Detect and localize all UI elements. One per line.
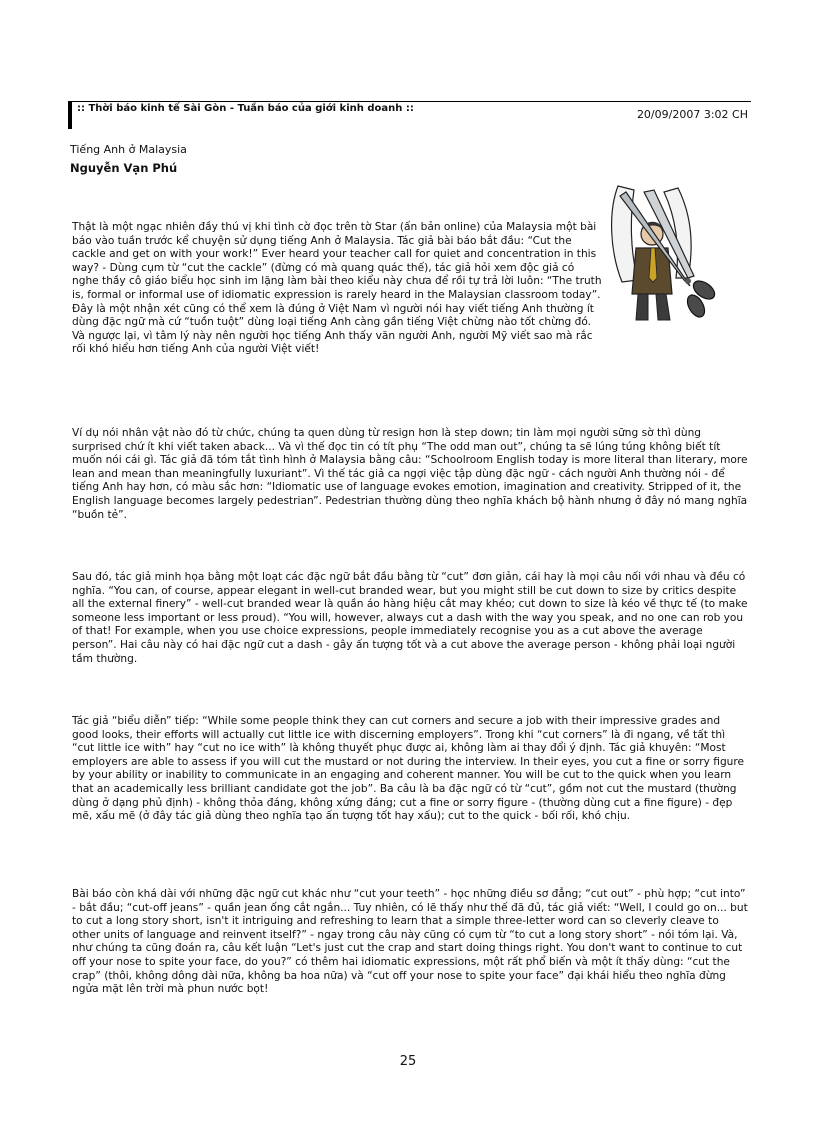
article-author: Nguyễn Vạn Phú: [70, 161, 178, 175]
article-paragraph: Ví dụ nói nhân vật nào đó từ chức, chúng ta quen dùng từ resign hơn là step down; tin làm mọi người sững sờ thì dùng surprised chứ ít khi viết taken aback... Và vì thế đọc tin có tít phụ “The odd man out”, chúng ta sẽ lúng túng không biết tít muốn nói cái gì. Tác giả đã tóm tắt tình hình ở Malaysia bằng câu: “Schoolroom English today is more literal than literary, more lean and mean than meaningfully luxuriant”. Vì thế tác giả ca ngợi việc tập dùng đặc ngữ - cách người Anh thường nói - để tiếng Anh hay hơn, có màu sắc hơn: “Idiomatic use of language evokes emotion, imagination and creativity. Stripped of it, the English language becomes largely pedestrian”. Pedestrian thường dùng theo nghĩa khách bộ hành nhưng ở đây nó mang nghĩa “buồn tẻ”.: [72, 427, 748, 521]
article-kicker: Tiếng Anh ở Malaysia: [70, 143, 187, 156]
publish-date: 20/09/2007 3:02 CH: [636, 108, 748, 121]
scissors-illustration: [604, 182, 722, 328]
article-paragraph: Tác giả “biểu diễn” tiếp: “While some people think they can cut corners and secure a job with their impressive grades and good looks, their efforts will actually cut little ice with discerning employers”. Trong khi “cut corners” là đi ngang, về tất thì “cut little ice with” hay “cut no ice with” là không thuyết phục được ai, không làm ai thay đổi ý định. Tác giả khuyên: “Most employers are able to assess if you will cut the mustard or not during the interview. In their eyes, you cut a fine or sorry figure by your ability or inability to communicate in an engaging and coherent manner. You will be cut to the quick when you learn that an academically less brilliant candidate got the job”. Ba câu là ba đặc ngữ có từ “cut”, gồm not cut the mustard (thường dùng ở dạng phủ định) - không thỏa đáng, không xứng đáng; cut a fine or sorry figure - (thường dùng cut a fine figure) - đẹp mẽ, xấu mẽ (ở đây tác giả dùng theo nghĩa tạo ấn tượng tốt hay xấu); cut to the quick - bối rối, khó chịu.: [72, 715, 745, 823]
masthead: :: Thời báo kinh tế Sài Gòn - Tuần báo của giới kinh doanh ::: [77, 103, 414, 114]
man-legs: [636, 294, 670, 320]
article-paragraph: Thật là một ngạc nhiên đầy thú vị khi tình cờ đọc trên tờ Star (ấn bản online) của Malaysia một bài báo vào tuần trước kể chuyện sử dụng tiếng Anh ở Malaysia. Tác giả bài báo bắt đầu: “Cut the cackle and get on with your work!” Ever heard your teacher call for quiet and concentration in this way? - Dùng cụm từ “cut the cackle” (đừng có mà quang quác thế), tác giả hỏi xem độc giả có nghe thầy cô giáo biểu học sinh im lặng làm bài theo kiểu này chưa để rồi tự trả lời luôn: “The truth is, formal or informal use of idiomatic expression is rarely heard in the Malaysian classroom today”. Đây là một nhận xét cũng có thể xem là đúng ở Việt Nam vì người nói hay viết tiếng Anh thường ít dùng đặc ngữ mà cứ “tuồn tuột” dùng loại tiếng Anh càng gần tiếng Việt chừng nào tốt chừng đó. Và ngược lại, vì tâm lý này nên người học tiếng Anh thấy văn người Anh, người Mỹ viết sao mà rắc rối khó hiểu hơn tiếng Anh của người Việt viết!: [72, 221, 602, 356]
header-marker: [68, 101, 72, 129]
page-number: 25: [399, 1054, 417, 1069]
header-rule: [68, 101, 751, 102]
scissors-pivot: [685, 278, 691, 284]
article-paragraph: Sau đó, tác giả minh họa bằng một loạt các đặc ngữ bắt đầu bằng từ “cut” đơn giản, cái hay là mọi câu nối với nhau và đều có nghĩa. “You can, of course, appear elegant in well-cut branded wear, but you might still be cut down to size by critics despite all the external finery” - well-cut branded wear là quần áo hàng hiệu cắt may khéo; cut down to size là kéo về thực tế (to make someone less important or less proud). “You will, however, always cut a dash with the way you speak, and no one can rob you of that! For example, when you use choice expressions, people immediately recognise you as a cut above the average person”. Hai câu này có hai đặc ngữ cut a dash - gây ấn tượng tốt và a cut above the average person - không phải loại người tầm thường.: [72, 571, 748, 665]
article-paragraph: Bài báo còn khá dài với những đặc ngữ cut khác như “cut your teeth” - học những điều sơ đẳng; “cut out” - phù hợp; “cut into” - bắt đầu; “cut-off jeans” - quần jean ống cắt ngắn... Tuy nhiên, có lẽ thấy như thế đã đủ, tác giả viết: “Well, I could go on... but to cut a long story short, isn't it intriguing and refreshing to learn that a simple three-letter word can so cleverly cleave to other units of language and reinvent itself?” - ngay trong câu này cũng có cụm từ “to cut a long story short” - nói tóm lại. Và, như chúng ta cũng đoán ra, câu kết luận “Let's just cut the crap and start doing things right. You don't want to continue to cut off your nose to spite your face, do you?” có thêm hai idiomatic expressions, một rất phổ biến và một ít thấy dùng: “cut the crap” (thôi, không dông dài nữa, không ba hoa nữa) và “cut off your nose to spite your face” đại khái hiểu theo nghĩa đừng ngửa mặt lên trời mà phun nước bọt!: [72, 888, 748, 996]
